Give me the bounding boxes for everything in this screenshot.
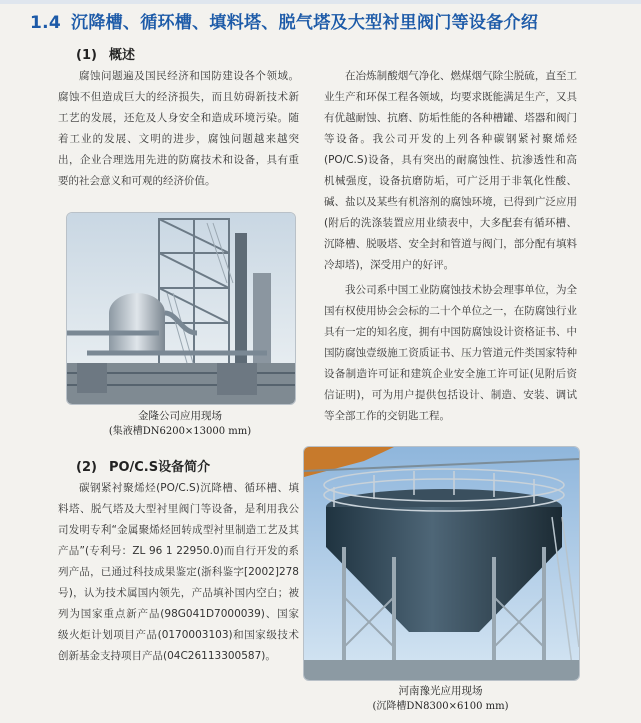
settling-tank-illustration (304, 447, 579, 680)
photo1-caption (66, 409, 294, 439)
subheading-pocs (76, 456, 210, 475)
subheading-title-2: PO/C.S设备简介 (108, 460, 211, 475)
photo2-caption-title: 河南豫光应用现场 (398, 685, 483, 697)
subheading-number: (1) (76, 48, 97, 63)
overview-paragraph-right-1: 在冶炼制酸烟气净化、燃煤烟气除尘脱硫，直至工业生产和环保工程各领域，均要求既能满足生产，又具有优越耐蚀、抗磨、防垢性能的各种槽罐、塔器和阀门等设备。我公司开发的上列各种碳钢紧衬聚烯烃(PO/C.S)设备，具有突出的耐腐蚀性、抗渗透性和高机械强度，设备抗磨防垢，可广泛用于非氧化性酸、碱、盐以及某些有机溶剂的腐蚀环境，已得到广泛应用(附后的洗涤装置应用业绩表中，大多配套有循环槽、沉降槽、脱吸塔、安全封和管道与阀门，部分配有填料冷却塔)，深受用户的好评。 (324, 70, 577, 271)
heading-number: 1.4 (30, 13, 62, 33)
photo-yuguang-site (303, 446, 580, 681)
subheading-number-2: (2) (76, 460, 97, 475)
subheading-overview (76, 44, 135, 63)
photo1-caption-sub: (集液槽DN6200×13000 mm) (108, 426, 252, 437)
photo2-caption (303, 684, 578, 714)
top-stripe (0, 0, 641, 4)
photo-jinlong-site (66, 212, 296, 405)
subheading-title: 概述 (108, 48, 135, 63)
overview-paragraph-right-2: 我公司系中国工业防腐蚀技术协会理事单位，为全国有权使用协会会标的二十个单位之一，在防腐蚀行业具有一定的知名度，拥有中国防腐蚀设计资格证书、中国防腐蚀壹级施工资质证书、压力管道元件类国家特种设备制造许可证和建筑企业安全施工许可证(见附后资信证明)，可为用户提供包括设计、制造、安装、调试等全部工作的交钥匙工程。 (324, 284, 577, 422)
overview-paragraph-left: 腐蚀问题遍及国民经济和国防建设各个领域。腐蚀不但造成巨大的经济损失，而且妨碍新技术新工艺的发展，还危及人身安全和造成环境污染。随着工业的发展、文明的进步，腐蚀问题越来越突出，企业合理选用先进的防腐技术和设备，具有重要的社会意义和可观的经济价值。 (58, 70, 299, 187)
photo1-caption-title: 金隆公司应用现场 (138, 410, 222, 422)
section-heading (30, 8, 630, 33)
pocs-paragraph: 碳钢紧衬聚烯烃(PO/C.S)沉降槽、循环槽、填料塔、脱气塔及大型衬里阀门等设备，是利用我公司发明专利“金属聚烯烃回转成型衬里制造工艺及其产品”(专利号：ZL 96 1 22950.0)而自行开发的系列产品，已通过科技成果鉴定(浙科鉴字[2002]278号)，认为技术属国内领先，产品填补国内空白；被列为国家重点新产品(98G041D7000039)、国家级火炬计划项目产品(0170003103)和国家级技术创新基金支持项目产品(04C26113300587)。 (58, 482, 299, 662)
photo2-caption-sub: (沉降槽DN8300×6100 mm) (372, 701, 509, 712)
plant-illustration (67, 213, 295, 404)
heading-text: 沉降槽、循环槽、填料塔、脱气塔及大型衬里阀门等设备介绍 (71, 13, 539, 33)
